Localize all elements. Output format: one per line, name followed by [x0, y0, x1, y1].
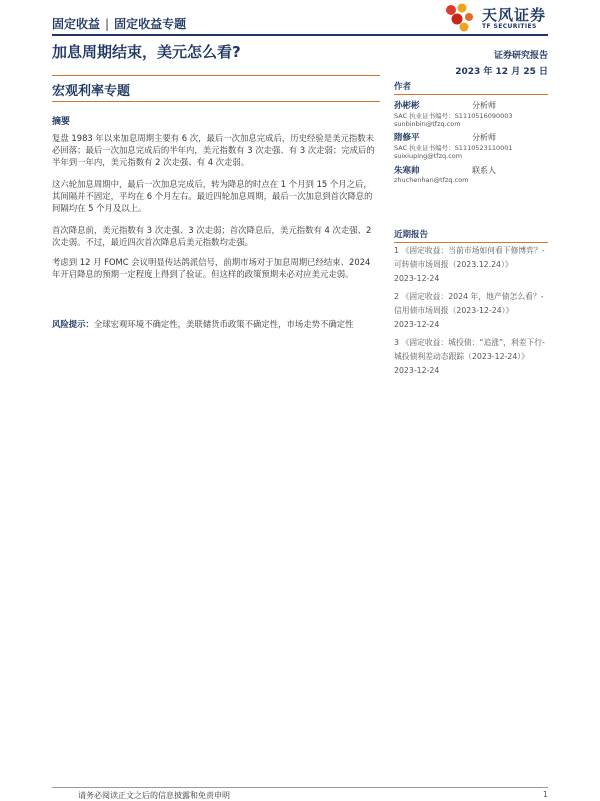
company-logo [444, 3, 554, 33]
recent-report-date: 2023-12-24 [394, 366, 440, 375]
author-name: 孙彬彬 [394, 101, 420, 111]
abstract-paragraph: 这六轮加息周期中，最后一次加息完成后，转为降息的时点在 1 个月到 15 个月之后，其间隔并不固定，平均在 6 个月左右。最近四轮加息周期，最后一次加息到首次降息的间隔均在 5 个月及以上。 [52, 179, 373, 213]
report-title: 加息周期结束，美元怎么看? [52, 43, 241, 61]
recent-report-title[interactable]: 3 《固定收益：城投债：“追涨”，利差下行-城投债利差动态跟踪（2023-12-24）》 [394, 338, 545, 361]
page-number: 1 [542, 790, 548, 799]
recent-report-item[interactable] [394, 244, 548, 286]
author-email[interactable]: suixiuping@tfzq.com [394, 152, 463, 160]
author-role: 联系人 [472, 166, 496, 175]
recent-report-title[interactable]: 2 《固定收益：2024 年，地产债怎么看？-信用债市场周报（2023-12-24）》 [394, 292, 544, 315]
tf-logo-icon [444, 3, 476, 33]
recent-reports-heading: 近期报告 [394, 230, 429, 240]
author-name: 隋修平 [394, 133, 420, 143]
authors-heading: 作者 [394, 82, 412, 92]
recent-report-item[interactable] [394, 290, 548, 332]
breadcrumb-separator: | [105, 17, 110, 31]
abstract-heading: 摘要 [52, 117, 71, 127]
breadcrumb [52, 15, 186, 32]
header-rule [52, 34, 548, 36]
title-rule [52, 75, 380, 76]
report-topic: 宏观利率专题 [52, 84, 131, 99]
recent-report-date: 2023-12-24 [394, 274, 440, 283]
report-type: 证券研究报告 [493, 51, 548, 61]
authors-rule [394, 94, 548, 95]
author-role: 分析师 [472, 133, 496, 142]
author-license: SAC 执业证书编号：S1110523110001 [394, 144, 513, 152]
abstract-paragraph: 首次降息前，美元指数有 3 次走强、3 次走弱；首次降息后，美元指数有 4 次走强、2 次走弱。不过，最近四次首次降息后美元指数均走强。 [52, 225, 372, 247]
author-email[interactable]: zhuchenhan@tfzq.com [394, 176, 469, 184]
footer-rule [52, 787, 548, 788]
risk-text: 全球宏观环境不确定性，美联储货币政策不确定性，市场走势不确定性 [93, 319, 354, 329]
author-license: SAC 执业证书编号：S1110516090003 [394, 112, 513, 120]
abstract-paragraph: 考虑到 12 月 FOMC 会议明显传达鸽派信号，前期市场对于加息周期已经结束、2024 年开启降息的预期一定程度上得到了验证。但这样的政策预期未必对应美元走弱。 [52, 257, 371, 279]
report-date: 2023 年 12 月 25 日 [455, 67, 548, 77]
topic-rule [52, 101, 380, 102]
author-name: 朱寒帅 [394, 166, 420, 176]
breadcrumb-category: 固定收益 [52, 17, 101, 31]
logo-text-cn: 天风证券 [482, 6, 547, 24]
risk-warning [52, 318, 380, 330]
author-email[interactable]: sunbinbin@tfzq.com [394, 120, 461, 128]
recent-report-date: 2023-12-24 [394, 320, 440, 329]
logo-text-en: TF SECURITIES [482, 23, 537, 30]
footer-disclaimer: 请务必阅读正文之后的信息披露和免责申明 [78, 791, 230, 800]
recent-reports-rule [394, 242, 548, 243]
breadcrumb-subcategory: 固定收益专题 [114, 17, 187, 31]
risk-label: 风险提示： [52, 319, 94, 329]
abstract-paragraph: 复盘 1983 年以来加息周期主要有 6 次，最后一次加息完成后，历史经验是美元指数未必回落；最后一次加息完成后的半年内，美元指数有 3 次走强、有 3 次走弱；完成后的半年到一年内，美元指数有 2 次走强、有 4 次走弱。 [52, 133, 375, 167]
author-role: 分析师 [472, 101, 496, 110]
recent-report-title[interactable]: 1 《固定收益：当前市场如何看下修博弈？-可转债市场周报（2023.12.24）》 [394, 246, 545, 269]
recent-report-item[interactable] [394, 336, 548, 378]
